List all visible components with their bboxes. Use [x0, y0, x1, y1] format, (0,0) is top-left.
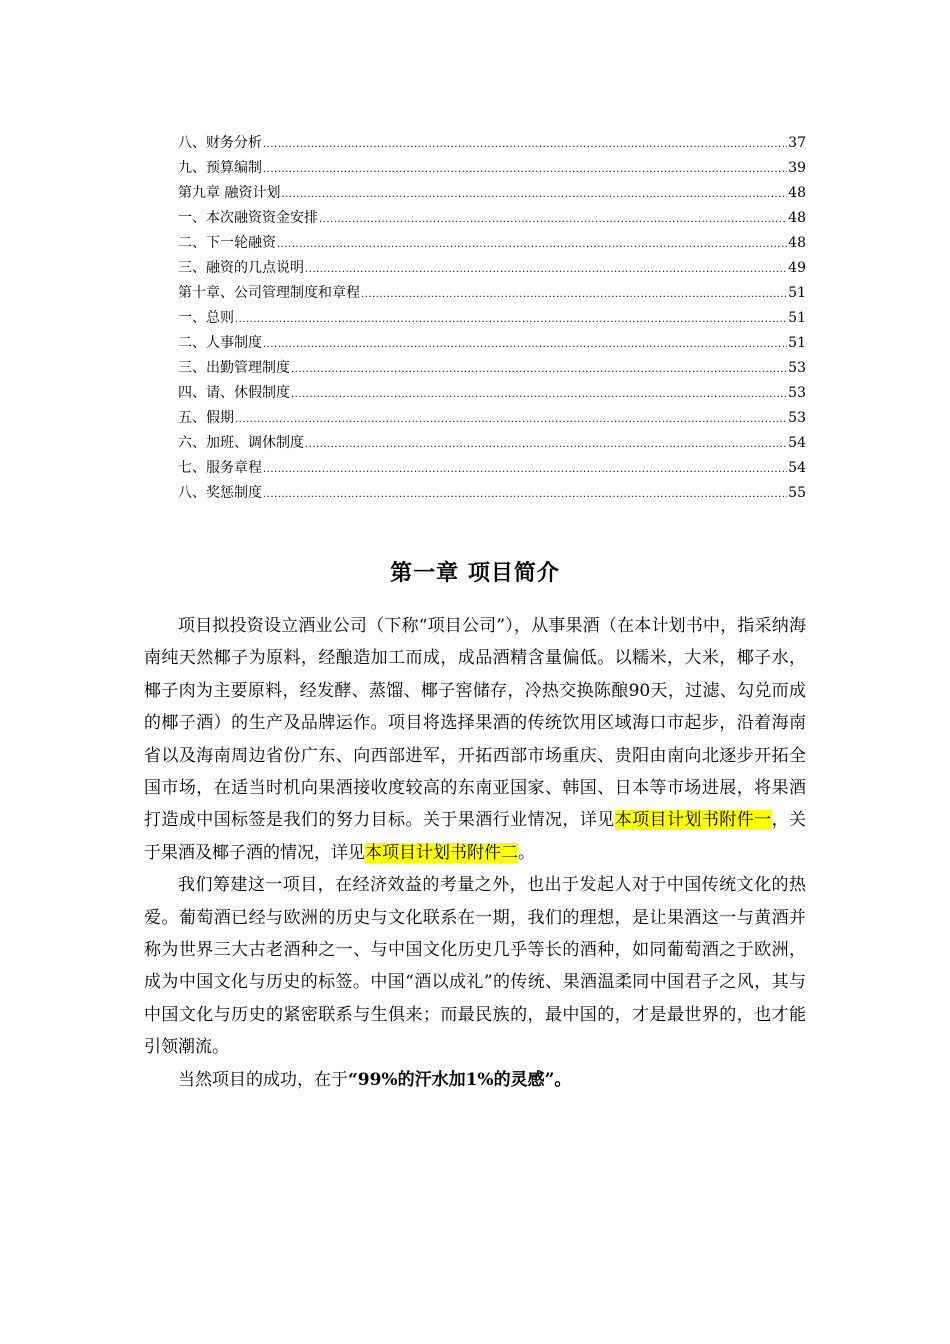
- paragraph-success: [144, 1064, 806, 1096]
- toc-leader: [361, 288, 787, 302]
- bold-quote: “99%的汗水加1%的灵感”。: [348, 1069, 572, 1090]
- chapter-body: [144, 610, 806, 1096]
- toc-entry-page: 37: [788, 135, 806, 151]
- toc-entry-label: 第十章、公司管理制度和章程: [178, 285, 360, 301]
- toc-leader: [263, 338, 787, 352]
- toc-entry-label: 五、假期: [178, 410, 234, 426]
- paragraph-project-intro: [144, 610, 806, 869]
- toc-entry[interactable]: [178, 277, 806, 302]
- appendix-2-reference[interactable]: 本项目计划书附件二: [365, 842, 518, 863]
- toc-entry[interactable]: [178, 352, 806, 377]
- toc-entry-label: 七、服务章程: [178, 460, 262, 476]
- toc-entry-label: 二、下一轮融资: [178, 235, 276, 251]
- toc-leader: [235, 313, 787, 327]
- toc-entry-page: 48: [788, 185, 806, 201]
- toc-entry[interactable]: [178, 477, 806, 502]
- appendix-1-reference[interactable]: 本项目计划书附件一: [614, 810, 772, 831]
- toc-entry-label: 六、加班、调休制度: [178, 435, 304, 451]
- toc-entry-label: 一、总则: [178, 310, 234, 326]
- table-of-contents: [178, 127, 806, 502]
- toc-leader: [263, 463, 787, 477]
- toc-leader: [263, 163, 787, 177]
- toc-entry[interactable]: [178, 152, 806, 177]
- toc-entry-label: 一、本次融资资金安排: [178, 210, 318, 226]
- toc-entry-label: 九、预算编制: [178, 160, 262, 176]
- paragraph-text: 。: [518, 842, 535, 863]
- toc-entry[interactable]: [178, 227, 806, 252]
- toc-leader: [291, 388, 787, 402]
- toc-entry-page: 39: [788, 160, 806, 176]
- toc-entry[interactable]: [178, 202, 806, 227]
- toc-entry-page: 53: [788, 410, 806, 426]
- toc-leader: [235, 413, 787, 427]
- toc-entry-page: 48: [788, 210, 806, 226]
- toc-entry[interactable]: [178, 252, 806, 277]
- toc-entry-label: 三、融资的几点说明: [178, 260, 304, 276]
- toc-entry[interactable]: [178, 302, 806, 327]
- toc-entry-label: 第九章 融资计划: [178, 185, 281, 201]
- toc-entry-page: 48: [788, 235, 806, 251]
- toc-entry-page: 51: [788, 310, 806, 326]
- toc-entry-label: 八、财务分析: [178, 135, 262, 151]
- toc-entry-label: 二、人事制度: [178, 335, 262, 351]
- toc-leader: [305, 263, 787, 277]
- toc-leader: [281, 188, 787, 202]
- toc-entry-label: 八、奖惩制度: [178, 485, 262, 501]
- toc-entry-page: 49: [788, 260, 806, 276]
- toc-entry-page: 55: [788, 485, 806, 501]
- toc-entry[interactable]: [178, 402, 806, 427]
- toc-entry[interactable]: [178, 427, 806, 452]
- toc-leader: [291, 363, 787, 377]
- toc-leader: [263, 488, 787, 502]
- toc-entry-label: 三、出勤管理制度: [178, 360, 290, 376]
- toc-entry[interactable]: [178, 127, 806, 152]
- toc-entry[interactable]: [178, 377, 806, 402]
- toc-leader: [277, 238, 787, 252]
- toc-entry-page: 54: [788, 460, 806, 476]
- paragraph-text: 项目拟投资设立酒业公司（下称“项目公司”），从事果酒（在本计划书中，指采纳海南纯天然椰子为原料，经酿造加工而成，成品酒精含量偏低。以糯米，大米，椰子水，椰子肉为主要原料，经发酵、蒸馏、椰子窖储存，冷热交换陈酿90天，过滤、勾兑而成的椰子酒）的生产及品牌运作。项目将选择果酒的传统饮用区域海口市起步，沿着海南省以及海南周边省份广东、向西部进军，开拓西部市场重庆、贵阳由南向北逐步开拓全国市场，在适当时机向果酒接收度较高的东南亚国家、韩国、日本等市场进展，将果酒打造成中国标签是我们的努力目标。关于果酒行业情况，详见: [144, 616, 806, 831]
- toc-leader: [263, 138, 787, 152]
- toc-entry-page: 51: [788, 335, 806, 351]
- chapter-title: 第一章 项目简介: [390, 561, 560, 586]
- toc-entry[interactable]: [178, 452, 806, 477]
- paragraph-vision: 我们筹建这一项目，在经济效益的考量之外，也出于发起人对于中国传统文化的热爱。葡萄酒已经与欧洲的历史与文化联系在一期，我们的理想，是让果酒这一与黄酒并称为世界三大古老酒种之一、与中国文化历史几乎等长的酒种，如同葡萄酒之于欧洲，成为中国文化与历史的标签。中国“酒以成礼”的传统、果酒温柔同中国君子之风，其与中国文化与历史的紧密联系与生俱来；而最民族的，最中国的，才是最世界的，也才能引领潮流。: [144, 875, 806, 1058]
- toc-entry-page: 51: [788, 285, 806, 301]
- toc-entry-page: 53: [788, 385, 806, 401]
- toc-entry-page: 54: [788, 435, 806, 451]
- toc-entry-page: 53: [788, 360, 806, 376]
- toc-entry-label: 四、请、休假制度: [178, 385, 290, 401]
- paragraph-text: 当然项目的成功，在于: [178, 1069, 348, 1090]
- toc-leader: [319, 213, 787, 227]
- toc-entry[interactable]: [178, 177, 806, 202]
- paragraph-text: ，关于果酒及椰子酒的情况，详见: [144, 810, 807, 863]
- toc-entry[interactable]: [178, 327, 806, 352]
- toc-leader: [305, 438, 787, 452]
